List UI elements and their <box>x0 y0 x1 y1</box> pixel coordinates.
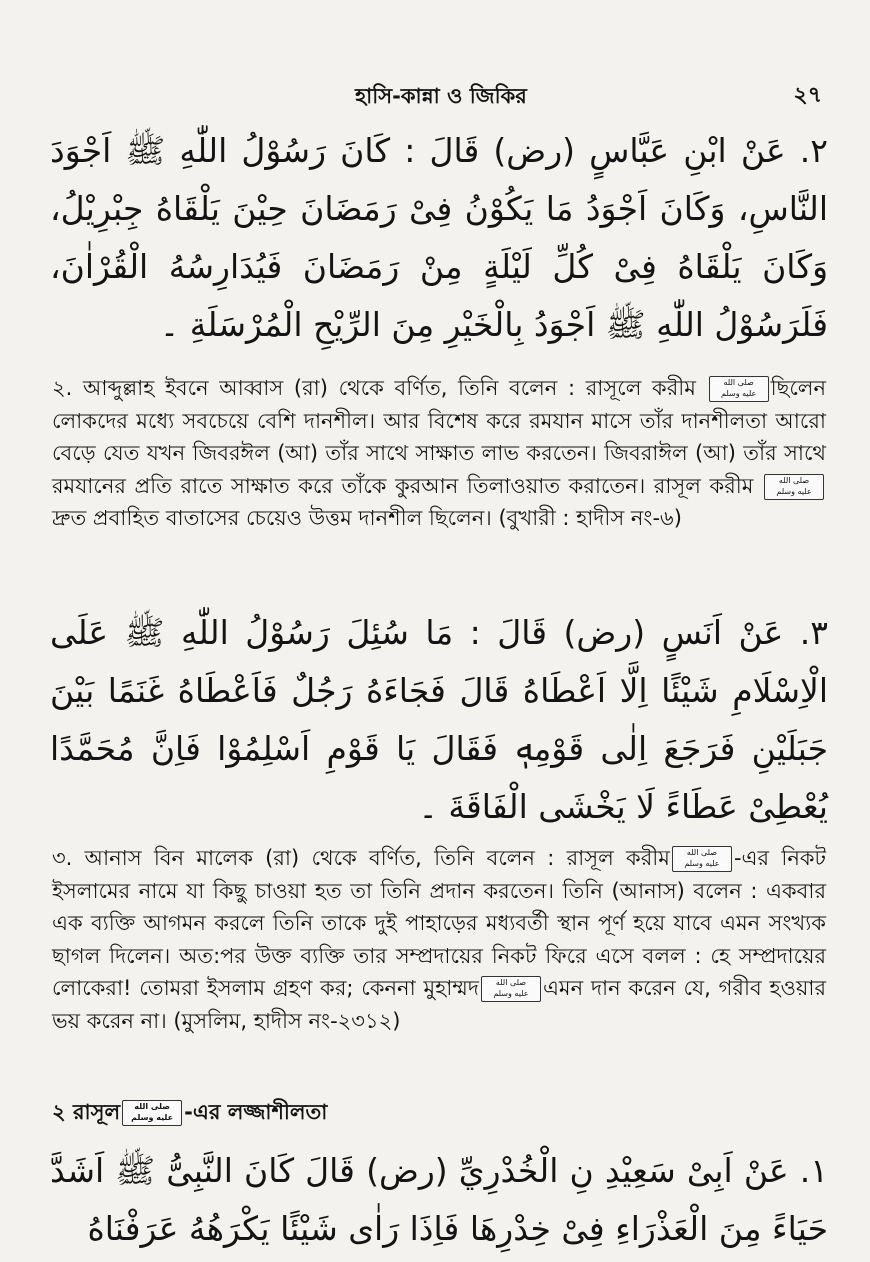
hadith-3-translation-part-2: -এর নিকট ইসলামের নামে যা কিছু চাওয়া হত তা তিনি প্রদান করতেন। তিনি (আনাস) বলেন : একবার এক ব্যক্তি আগমন করলে তিনি তাকে দুই পাহাড়ের মধ্যবর্তী স্থান পূর্ণ হয়ে যাবে এমন সংখ্যক ছাগল দিলেন। অত:পর উক্ত ব্যক্তি তার সম্প্রদায়ের নিকট ফিরে এসে বলল : হে সম্প্রদায়ের লোকেরা! তোমরা ইসলাম গ্রহণ কর; কেননা মুহাম্মদ <box>52 846 826 1000</box>
hadith-3-translation-part-3: এমন দান করেন যে, গরীব হওয়ার ভয় করেন না। (মুসলিম, হাদীস নং-২৩১২) <box>52 976 826 1033</box>
salawat-calligraphy-icon: صلى الله عليه وسلم <box>764 474 824 500</box>
section-heading-suffix: -এর লজ্জাশীলতা <box>184 1100 328 1124</box>
hadith-3-translation <box>52 842 826 1037</box>
hadith-2-translation-part-1: ২. আব্দুল্লাহ ইবনে আব্বাস (রা) থেকে বর্ণিত, তিনি বলেন : রাসূলে করীম <box>52 376 696 400</box>
hadith-3-translation-part-1: ৩. আনাস বিন মালেক (রা) থেকে বর্ণিত, তিনি বলেন : রাসূল করীম <box>52 846 670 870</box>
salawat-calligraphy-icon: صلى الله عليه وسلم <box>122 1100 182 1126</box>
hadith-2-translation-part-2: ছিলেন লোকদের মধ্যে সবচেয়ে বেশি দানশীল। আর বিশেষ করে রমযান মাসে তাঁর দানশীলতা আরো বেড়ে যেত যখন জিবরঈল (আ) তাঁর সাথে সাক্ষাত লাভ করতেন। জিবরাঈল (আ) তাঁর সাথে রমযানের প্রতি রাতে সাক্ষাত করে তাঁকে কুরআন তিলাওয়াত করাতেন। রাসূল করীম <box>52 376 826 498</box>
salawat-calligraphy-icon: صلى الله عليه وسلم <box>672 846 732 872</box>
section-heading-prefix: ২ রাসূল <box>52 1100 121 1124</box>
next-hadith-arabic: ١. عَنْ اَبِىْ سَعِيْدِ نِ الْخُدْرِيِّ (رض) قَالَ كَانَ النَّبِىُّ ﷺ اَشَدَّ حَيَاءً مِنَ الْعَذْرَاءِ فِىْ خِدْرِهَا فَاِذَا رَاٰى شَيْئًا يَكْرَهُهُ عَرَفْنَاهُ <box>50 1151 828 1248</box>
section-heading <box>52 1096 327 1131</box>
hadith-2-translation-part-3: দ্রুত প্রবাহিত বাতাসের চেয়েও উত্তম দানশীল ছিলেন। (বুখারী : হাদীস নং-৬) <box>52 506 682 530</box>
running-title: হাসি-কান্না ও জিকির <box>355 84 527 108</box>
salawat-calligraphy-icon: صلى الله عليه وسلم <box>709 376 769 402</box>
page-number: ২৭ <box>793 83 822 108</box>
hadith-2-arabic: ٢. عَنْ ابْنِ عَبَّاسٍ (رض) قَالَ : كَانَ رَسُوْلُ اللّٰهِ ﷺ اَجْوَدَ النَّاسِ، وَكَانَ اَجْوَدُ مَا يَكُوْنُ فِىْ رَمَضَانَ حِيْنَ يَلْقَاهُ جِبْرِيْلُ، وَكَانَ يَلْقَاهُ فِىْ كُلِّ لَيْلَةٍ مِنْ رَمَضَانَ فَيُدَارِسُهُ الْقُرْاٰنَ، فَلَرَسُوْلُ اللّٰهِ ﷺ اَجْوَدُ بِالْخَيْرِ مِنَ الرِّيْحِ الْمُرْسَلَةِ ۔ <box>50 131 828 344</box>
hadith-3-arabic: ٣. عَنْ اَنَسٍ (رض) قَالَ : مَا سُئِلَ رَسُوْلُ اللّٰهِ ﷺ عَلَى الْاِسْلَامِ شَيْئًا اِلَّا اَعْطَاهُ قَالَ فَجَاءَهُ رَجُلٌ فَاَعْطَاهُ غَنَمًا بَيْنَ جَبَلَيْنِ فَرَجَعَ اِلٰى قَوْمِهٖ فَقَالَ يَا قَوْمِ اَسْلِمُوْا فَاِنَّ مُحَمَّدًا يُعْطِىْ عَطَاءً لَا يَخْشَى الْفَاقَةَ ۔ <box>50 613 828 826</box>
page-header <box>60 76 822 110</box>
hadith-2-translation <box>52 372 826 535</box>
salawat-calligraphy-icon: صلى الله عليه وسلم <box>481 976 541 1002</box>
